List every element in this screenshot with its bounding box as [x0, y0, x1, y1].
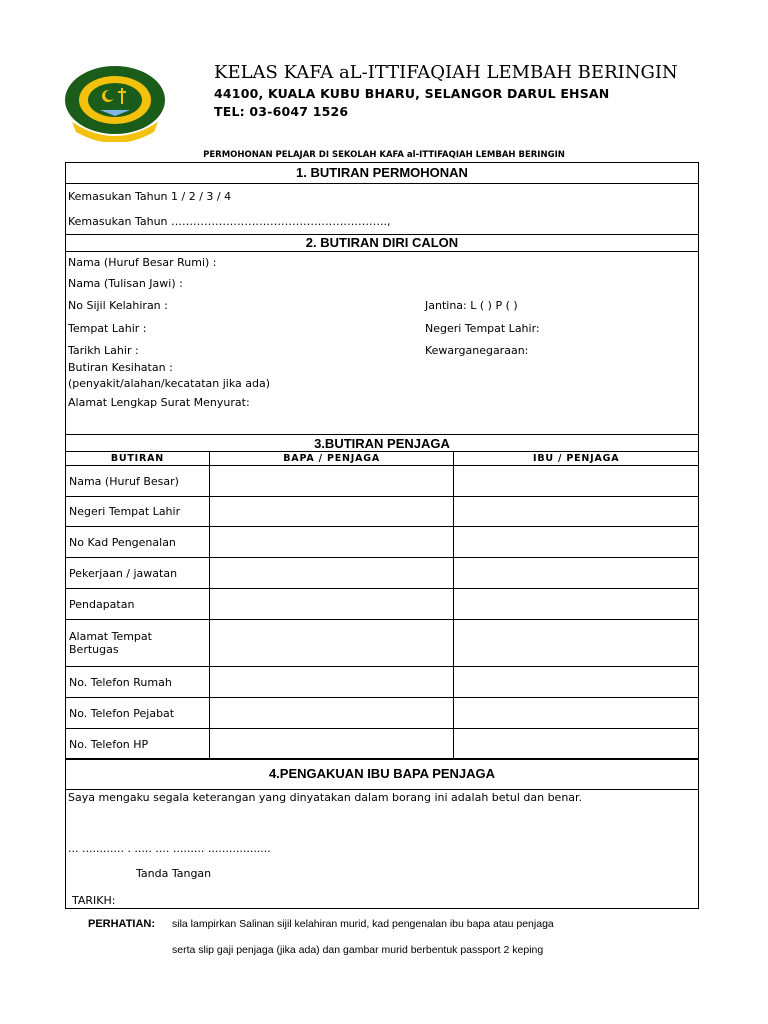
ibu-cell[interactable]: [454, 558, 699, 589]
ibu-cell[interactable]: [454, 527, 699, 558]
row-label: Pekerjaan / jawatan: [66, 558, 210, 589]
row-label: Nama (Huruf Besar): [66, 466, 210, 497]
kemasukan-tahun-options: Kemasukan Tahun 1 / 2 / 3 / 4: [68, 190, 232, 203]
jantina-field[interactable]: Jantina: L ( ) P ( ): [425, 299, 518, 312]
bapa-cell[interactable]: [209, 667, 454, 698]
row-label: No. Telefon HP: [66, 729, 210, 760]
ibu-cell[interactable]: [454, 497, 699, 527]
col-ibu: IBU / PENJAGA: [454, 452, 699, 466]
school-logo: [60, 62, 170, 142]
penjaga-table: [65, 451, 699, 760]
signature-label: Tanda Tangan: [136, 867, 212, 880]
ibu-cell[interactable]: [454, 620, 699, 667]
row-label: No Kad Pengenalan: [66, 527, 210, 558]
row-label: Negeri Tempat Lahir: [66, 497, 210, 527]
bapa-cell[interactable]: [209, 729, 454, 760]
form-title: PERMOHONAN PELAJAR DI SEKOLAH KAFA al-ITTIFAQIAH LEMBAH BERINGIN: [203, 150, 565, 160]
row-label: Pendapatan: [66, 589, 210, 620]
bapa-cell[interactable]: [209, 527, 454, 558]
bapa-cell[interactable]: [209, 558, 454, 589]
section3-heading: 3.BUTIRAN PENJAGA: [65, 434, 699, 452]
section1-heading: 1. BUTIRAN PERMOHONAN: [65, 162, 699, 184]
row-label: No. Telefon Pejabat: [66, 698, 210, 729]
row-label: Alamat Tempat Bertugas: [66, 620, 210, 667]
kesihatan-note: (penyakit/alahan/kecatatan jika ada): [68, 377, 271, 390]
section4-heading: 4.PENGAKUAN IBU BAPA PENJAGA: [65, 758, 699, 790]
kesihatan-field[interactable]: Butiran Kesihatan :: [68, 361, 173, 374]
tempat-lahir-field[interactable]: Tempat Lahir :: [68, 322, 147, 335]
section2-heading: 2. BUTIRAN DIRI CALON: [65, 234, 699, 252]
perhatian-line1: sila lampirkan Salinan sijil kelahiran murid, kad pengenalan ibu bapa atau penjaga: [172, 918, 554, 930]
sijil-kelahiran-field[interactable]: No Sijil Kelahiran :: [68, 299, 168, 312]
kemasukan-tahun-field[interactable]: Kemasukan Tahun …………………………………………………..,: [68, 215, 391, 228]
pengakuan-statement: Saya mengaku segala keterangan yang dinyatakan dalam borang ini adalah betul dan benar.: [68, 791, 583, 804]
alamat-field[interactable]: Alamat Lengkap Surat Menyurat:: [68, 396, 250, 409]
ibu-cell[interactable]: [454, 466, 699, 497]
ibu-cell[interactable]: [454, 729, 699, 760]
bapa-cell[interactable]: [209, 589, 454, 620]
tarikh-field[interactable]: TARIKH:: [72, 894, 116, 907]
bapa-cell[interactable]: [209, 698, 454, 729]
nama-jawi-field[interactable]: Nama (Tulisan Jawi) :: [68, 277, 183, 290]
kewarganegaraan-field[interactable]: Kewarganegaraan:: [425, 344, 529, 357]
negeri-lahir-field[interactable]: Negeri Tempat Lahir:: [425, 322, 540, 335]
col-butiran: BUTIRAN: [66, 452, 210, 466]
ibu-cell[interactable]: [454, 667, 699, 698]
nama-rumi-field[interactable]: Nama (Huruf Besar Rumi) :: [68, 256, 217, 269]
school-address: 44100, KUALA KUBU BHARU, SELANGOR DARUL EHSAN: [214, 86, 610, 101]
perhatian-label: PERHATIAN:: [88, 918, 156, 930]
col-bapa: BAPA / PENJAGA: [209, 452, 454, 466]
school-name: KELAS KAFA aL-ITTIFAQIAH LEMBAH BERINGIN: [214, 62, 678, 83]
signature-line[interactable]: ... ............ . ..... .... ......... ..................: [68, 842, 271, 855]
bapa-cell[interactable]: [209, 620, 454, 667]
row-label: No. Telefon Rumah: [66, 667, 210, 698]
tarikh-lahir-field[interactable]: Tarikh Lahir :: [68, 344, 139, 357]
bapa-cell[interactable]: [209, 466, 454, 497]
ibu-cell[interactable]: [454, 698, 699, 729]
ibu-cell[interactable]: [454, 589, 699, 620]
perhatian-line2: serta slip gaji penjaga (jika ada) dan gambar murid berbentuk passport 2 keping: [172, 944, 544, 956]
school-tel: TEL: 03-6047 1526: [214, 104, 349, 119]
bapa-cell[interactable]: [209, 497, 454, 527]
